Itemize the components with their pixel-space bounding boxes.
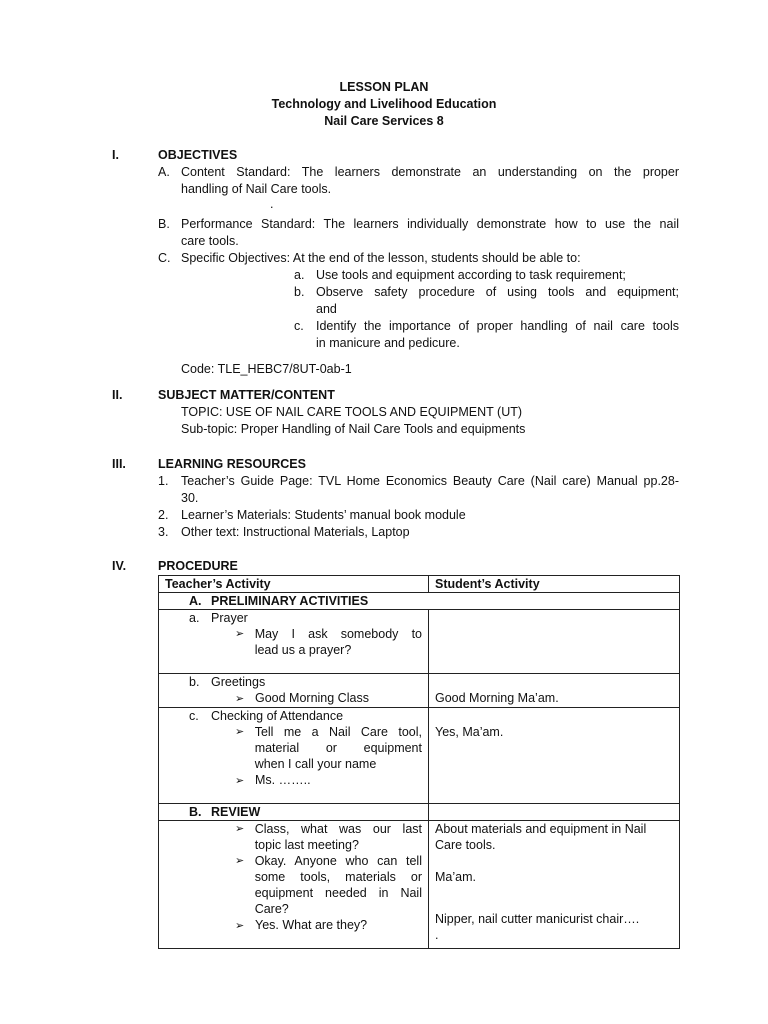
objective-b-line2: care tools. <box>181 234 239 248</box>
stray-dot: . <box>270 197 274 211</box>
col-header-teacher: Teacher’s Activity <box>159 576 429 593</box>
specific-objective-text-cont: in manicure and pedicure. <box>316 336 460 350</box>
section-subject-heading <box>112 387 335 404</box>
teacher-line: equipment needed in Nail <box>254 886 422 900</box>
student-cell <box>429 804 680 821</box>
teacher-line: Class, what was our last <box>254 822 422 836</box>
resource-label: 2. <box>158 508 169 522</box>
doc-course: Nail Care Services 8 <box>324 114 444 128</box>
arrow-bullet-icon: ➢ <box>235 726 245 738</box>
section-numeral: IV. <box>112 559 127 573</box>
objective-b-line1: Performance Standard: The learners individually demonstrate how to use the nail <box>181 217 679 231</box>
teacher-line: material or equipment <box>254 741 422 755</box>
resource-text: Teacher’s Guide Page: TVL Home Economics Beauty Care (Nail care) Manual pp.28- <box>181 474 679 488</box>
section-numeral: I. <box>112 148 119 162</box>
specific-objective-text-cont: and <box>316 302 337 316</box>
doc-title: LESSON PLAN <box>339 80 429 94</box>
teacher-line: lead us a prayer? <box>254 643 352 657</box>
objective-c-line1: Specific Objectives: At the end of the lesson, students should be able to: <box>181 251 581 265</box>
section-title: LEARNING RESOURCES <box>158 457 306 471</box>
specific-objective-label: c. <box>294 319 304 333</box>
arrow-bullet-icon: ➢ <box>235 855 245 867</box>
specific-objective-label: a. <box>294 268 305 282</box>
arrow-bullet-icon: ➢ <box>235 823 245 835</box>
arrow-bullet-icon: ➢ <box>235 775 245 787</box>
section-title: SUBJECT MATTER/CONTENT <box>158 388 335 402</box>
section-numeral: II. <box>112 388 123 402</box>
specific-objective-text: Use tools and equipment according to task requirement; <box>316 268 626 282</box>
resource-text-cont: 30. <box>181 491 199 505</box>
arrow-bullet-icon: ➢ <box>235 693 245 705</box>
section-procedure-heading <box>112 558 238 575</box>
specific-objective-label: b. <box>294 285 305 299</box>
table-row-greetings <box>159 674 680 708</box>
student-line: . <box>435 928 439 942</box>
table-row-review-heading <box>159 804 680 821</box>
teacher-line: May I ask somebody to <box>254 627 422 641</box>
subtopic-line: Sub-topic: Proper Handling of Nail Care Tools and equipments <box>181 422 526 436</box>
arrow-bullet-icon: ➢ <box>235 628 245 640</box>
competency-code: Code: TLE_HEBC7/8UT-0ab-1 <box>181 362 352 376</box>
objective-a-line1: Content Standard: The learners demonstrate an understanding on the proper <box>181 165 679 179</box>
student-cell <box>429 674 680 708</box>
objective-a-label: A. <box>158 165 170 179</box>
resource-label: 1. <box>158 474 169 488</box>
resource-text: Learner’s Materials: Students’ manual book module <box>181 508 466 522</box>
objective-b-label: B. <box>158 217 170 231</box>
table-row-review <box>159 821 680 949</box>
section-title: OBJECTIVES <box>158 148 238 162</box>
table-header-row <box>159 576 680 593</box>
table-row-attendance <box>159 708 680 804</box>
review-title: REVIEW <box>211 805 261 819</box>
section-objectives-heading <box>112 147 237 164</box>
objective-a-line2: handling of Nail Care tools. <box>181 182 332 196</box>
arrow-bullet-icon: ➢ <box>235 920 245 932</box>
teacher-line: Yes. What are they? <box>255 918 368 932</box>
teacher-line: Ms. …….. <box>255 773 311 787</box>
review-label: B. <box>189 805 202 819</box>
teacher-cell <box>159 708 429 804</box>
review-heading <box>159 804 429 821</box>
teacher-cell <box>159 821 429 949</box>
specific-objective-text: Observe safety procedure of using tools and equipment; <box>316 285 679 299</box>
teacher-line: Care? <box>254 902 289 916</box>
section-numeral: III. <box>112 457 126 471</box>
topic-line: TOPIC: USE OF NAIL CARE TOOLS AND EQUIPMENT (UT) <box>181 405 523 419</box>
procedure-table <box>158 575 680 949</box>
activity-title: Checking of Attendance <box>211 709 344 723</box>
specific-objective-text: Identify the importance of proper handling of nail care tools <box>316 319 679 333</box>
teacher-line: Tell me a Nail Care tool, <box>254 725 422 739</box>
teacher-cell <box>159 674 429 708</box>
student-line: Nipper, nail cutter manicurist chair…. <box>435 912 640 926</box>
resource-label: 3. <box>158 525 169 539</box>
student-cell <box>429 610 680 674</box>
table-row-prayer <box>159 610 680 674</box>
activity-label: c. <box>189 709 199 723</box>
preliminary-title: PRELIMINARY ACTIVITIES <box>211 594 369 608</box>
student-cell <box>429 708 680 804</box>
activity-title: Prayer <box>211 611 248 625</box>
activity-label: a. <box>189 611 200 625</box>
objective-c-label: C. <box>158 251 171 265</box>
student-line: About materials and equipment in Nail <box>435 822 647 836</box>
teacher-line: some tools, materials or <box>254 870 422 884</box>
student-cell <box>429 821 680 949</box>
preliminary-heading <box>159 593 680 610</box>
activity-label: b. <box>189 675 200 689</box>
teacher-line: when I call your name <box>254 757 377 771</box>
student-line: Good Morning Ma’am. <box>435 691 559 705</box>
section-title: PROCEDURE <box>158 559 238 573</box>
teacher-line: topic last meeting? <box>254 838 359 852</box>
resource-text: Other text: Instructional Materials, Laptop <box>181 525 410 539</box>
table-row-preliminary <box>159 593 680 610</box>
teacher-line: Okay. Anyone who can tell <box>254 854 422 868</box>
doc-subject: Technology and Livelihood Education <box>271 97 497 111</box>
preliminary-label: A. <box>189 594 202 608</box>
student-line: Care tools. <box>435 838 496 852</box>
section-resources-heading <box>112 456 306 473</box>
student-line: Yes, Ma’am. <box>435 725 504 739</box>
teacher-cell <box>159 610 429 674</box>
activity-title: Greetings <box>211 675 266 689</box>
teacher-line: Good Morning Class <box>255 691 369 705</box>
col-header-student: Student’s Activity <box>429 576 680 593</box>
student-line: Ma’am. <box>435 870 476 884</box>
